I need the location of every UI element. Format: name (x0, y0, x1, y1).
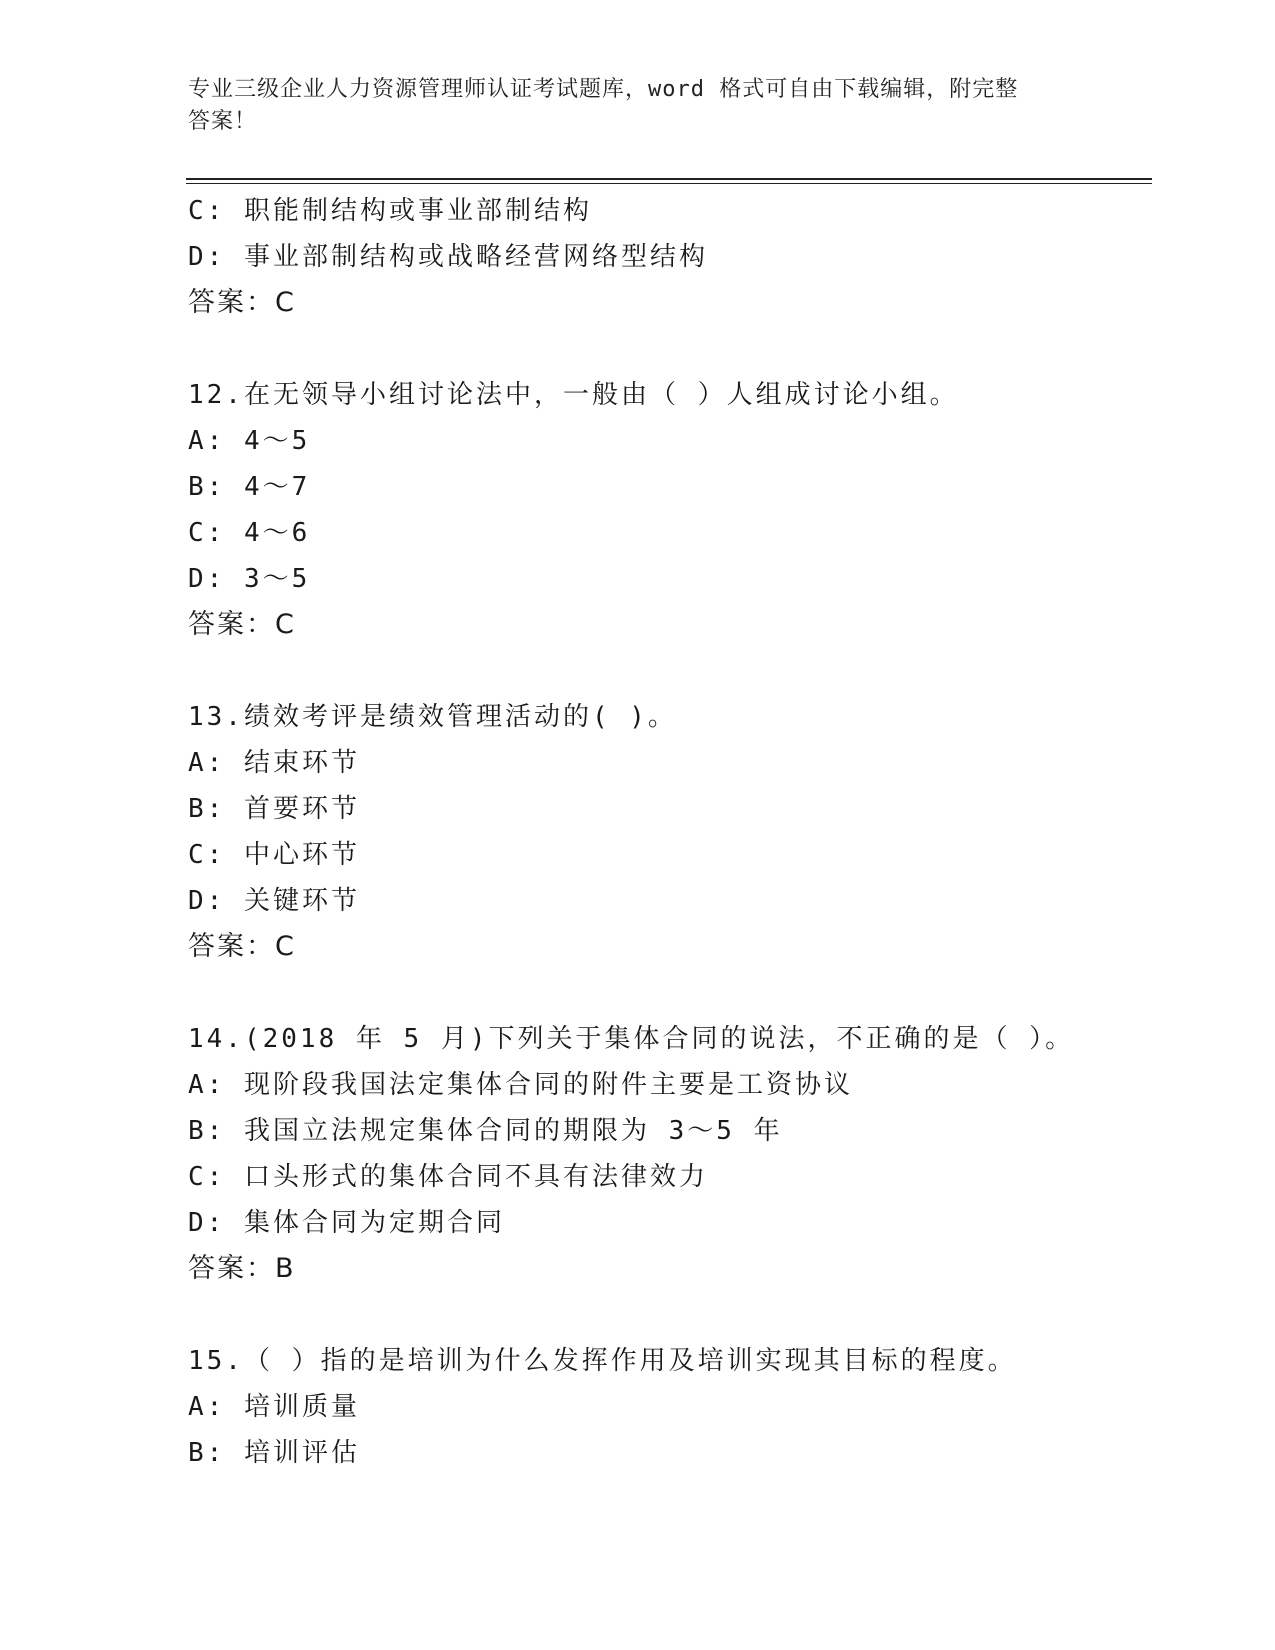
question-15: 15.（ ）指的是培训为什么发挥作用及培训实现其目标的程度。 (188, 1346, 1017, 1376)
option-a: A: 现阶段我国法定集体合同的附件主要是工资协议 (188, 1070, 853, 1100)
question-list (188, 188, 1148, 1476)
answer-line: 答案：C (188, 287, 296, 318)
header-line-2: 答案！ (188, 109, 258, 134)
option-b: B: 我国立法规定集体合同的期限为 3～5 年 (188, 1116, 783, 1146)
option-d: D: 关键环节 (188, 886, 360, 916)
option-b: B: 培训评估 (188, 1438, 360, 1468)
question-12: 12.在无领导小组讨论法中，一般由（ ）人组成讨论小组。 (188, 380, 959, 410)
option-c: C: 中心环节 (188, 840, 360, 870)
option-d: D: 事业部制结构或战略经营网络型结构 (188, 242, 708, 272)
spacer (188, 326, 1148, 372)
question-13: 13.绩效考评是绩效管理活动的( )。 (188, 702, 677, 732)
header-divider-thick (186, 178, 1152, 180)
option-a: A: 培训质量 (188, 1392, 360, 1422)
option-a: A: 结束环节 (188, 748, 360, 778)
option-b: B: 4～7 (188, 472, 311, 502)
answer-line: 答案：C (188, 931, 296, 962)
answer-line: 答案：B (188, 1253, 296, 1284)
option-c: C: 职能制结构或事业部制结构 (188, 196, 592, 226)
option-d: D: 集体合同为定期合同 (188, 1208, 505, 1238)
option-d: D: 3～5 (188, 564, 311, 594)
header-divider-thin (186, 183, 1152, 184)
question-14: 14.(2018 年 5 月)下列关于集体合同的说法，不正确的是（ ）。 (188, 1024, 1075, 1054)
answer-line: 答案：C (188, 609, 296, 640)
spacer (188, 648, 1148, 694)
document-header (188, 74, 1088, 138)
spacer (188, 970, 1148, 1016)
spacer (188, 1292, 1148, 1338)
option-c: C: 4～6 (188, 518, 311, 548)
option-b: B: 首要环节 (188, 794, 360, 824)
option-a: A: 4～5 (188, 426, 311, 456)
option-c: C: 口头形式的集体合同不具有法律效力 (188, 1162, 708, 1192)
header-line-1: 专业三级企业人力资源管理师认证考试题库，word 格式可自由下载编辑，附完整 (188, 77, 1019, 102)
